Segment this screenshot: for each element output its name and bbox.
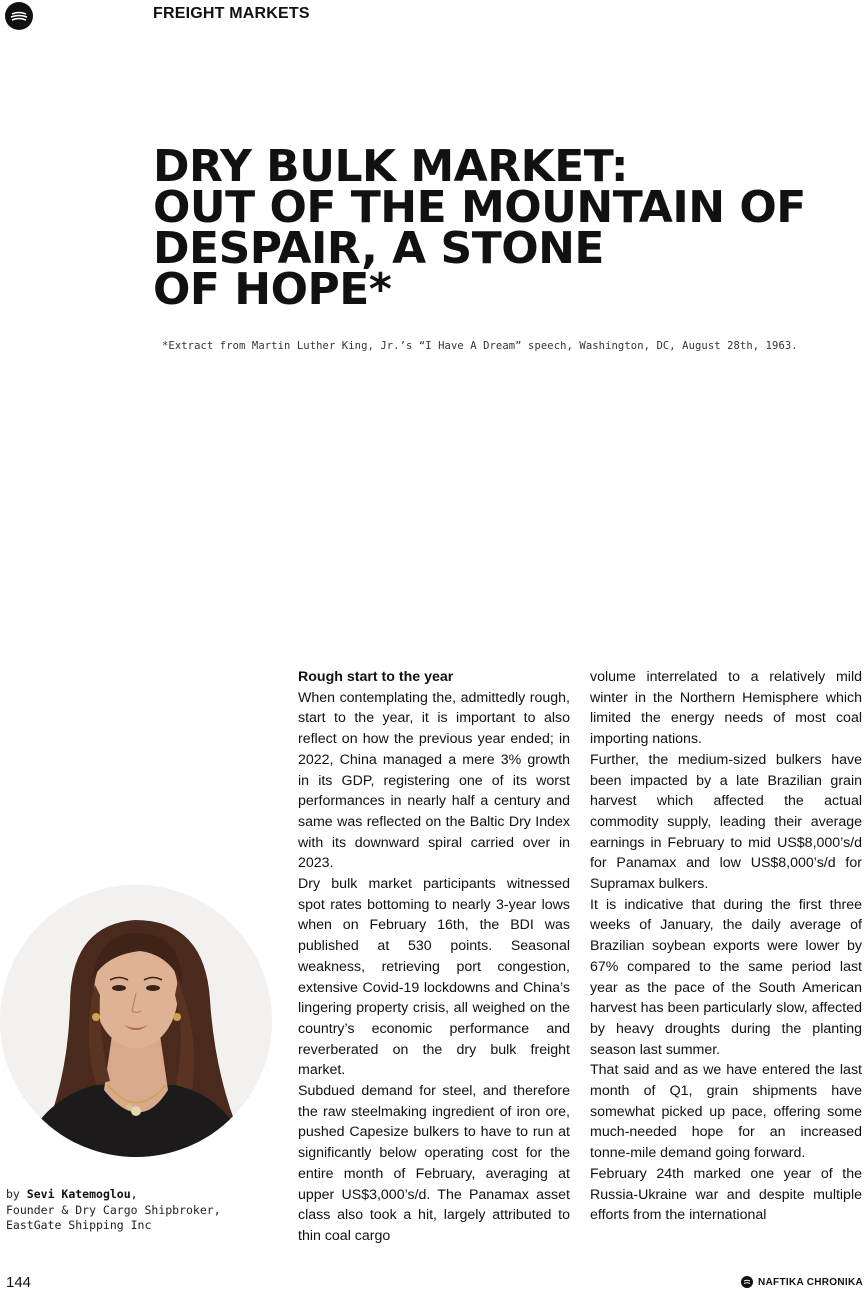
article-paragraph: When contemplating the, admittedly rough, start to the year, it is important to also reflect on how the previous year ended; in 2022, China managed a mere 3% growth in its GDP, registering one of its worst performances in nearly half a century and same was reflected on the Baltic Dry Index with its downward spiral carried over in 2023. (298, 689, 570, 872)
article-subheading: Rough start to the year (298, 669, 454, 685)
byline-author-line: by Sevi Katemoglou, (6, 1187, 138, 1201)
title-line: OF HOPE* (153, 264, 392, 315)
article-column-2 (590, 667, 862, 1226)
title-footnote: *Extract from Martin Luther King, Jr.’s “I Have A Dream” speech, Washington, DC, August 28th, 1963. (162, 340, 798, 352)
byline-prefix: by (6, 1187, 20, 1201)
author-portrait (0, 885, 272, 1157)
footer-brand (741, 1276, 863, 1288)
title-line: DESPAIR, A STONE (153, 223, 604, 274)
author-name: Sevi Katemoglou (26, 1187, 131, 1201)
title-line: OUT OF THE MOUNTAIN OF (153, 182, 806, 233)
section-label: FREIGHT MARKETS (153, 5, 310, 22)
article-paragraph: Subdued demand for steel, and therefore the raw steelmaking ingredient of iron ore, pushed Capesize bulkers to have to run at significantly below operating cost for the entire month of February, averaging at upper US$3,000’s/d. The Panamax asset class also took a hit, largely attributed to thin coal cargo (298, 1083, 570, 1244)
author-company: EastGate Shipping Inc (6, 1218, 152, 1232)
page-number: 144 (6, 1274, 32, 1291)
title-line: DRY BULK MARKET: (153, 141, 628, 192)
article-paragraph: It is indicative that during the first three weeks of January, the daily average of Brazilian soybean exports were lower by 67% compared to the same period last year as the pace of the South American harvest has been particularly slow, affected by heavy droughts during the planting season last summer. (590, 896, 862, 1058)
magazine-logo-icon (5, 2, 33, 30)
article-paragraph: Dry bulk market participants witnessed spot rates bottoming to nearly 3-year lows when on February 16th, the BDI was published at 530 points. Seasonal weakness, retrieving port congestion, extensive Covid-19 lockdowns and China’s lingering property crisis, all weighed on the country’s economic performance and reverberated on the dry bulk freight market. (298, 876, 570, 1079)
article-paragraph: volume interrelated to a relatively mild winter in the Northern Hemisphere which limited the energy needs of most coal importing nations. (590, 669, 862, 748)
article-paragraph: That said and as we have entered the last month of Q1, grain shipments have somewhat picked up pace, offering some much-needed hope for an increased tonne-mile demand going forward. (590, 1062, 862, 1162)
article-paragraph: Further, the medium-sized bulkers have been impacted by a late Brazilian grain harvest which affected the actual commodity supply, leading their average earnings in February to mid US$8,000’s/d for Panamax and low US$8,000’s/d for Supramax bulkers. (590, 751, 862, 893)
brand-logo-icon (741, 1276, 753, 1288)
author-role: Founder & Dry Cargo Shipbroker, (6, 1202, 221, 1217)
article-paragraph: February 24th marked one year of the Russia-Ukraine war and despite multiple efforts from the international (590, 1165, 862, 1224)
author-byline (6, 1187, 221, 1234)
article-title (153, 141, 858, 315)
article-column-1 (298, 667, 570, 1247)
brand-name: NAFTIKA CHRONIKA (758, 1276, 863, 1288)
